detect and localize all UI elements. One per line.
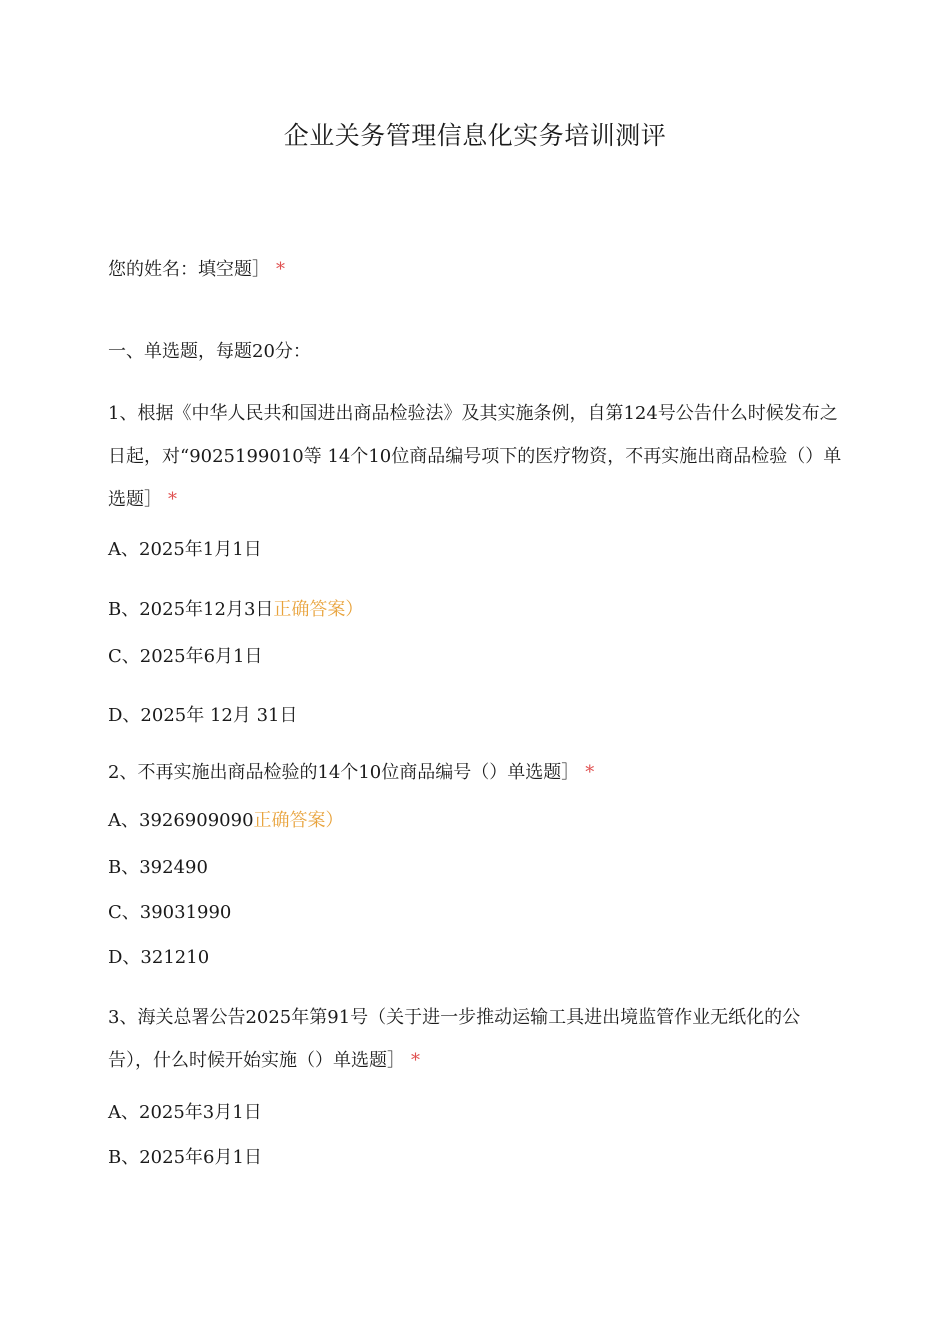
question-3-text: 3、海关总署公告2025年第91号（关于进一步推动运输工具进出境监管作业无纸化的公告），什么时候开始实施（）单选题］	[108, 1007, 801, 1071]
q2-option-a[interactable]	[108, 800, 848, 842]
required-asterisk: *	[276, 259, 285, 280]
q1-option-a[interactable]: A、2025年1月1日	[108, 539, 262, 560]
q1-option-b-text: B、2025年12月3日	[108, 599, 274, 620]
q2-option-d[interactable]: D、321210	[108, 947, 210, 968]
q2-option-b[interactable]: B、392490	[108, 857, 208, 878]
q2-option-c[interactable]: C、39031990	[108, 902, 232, 923]
q2-option-a-text: A、3926909090	[108, 810, 254, 831]
required-asterisk: *	[411, 1050, 420, 1071]
question-2-text: 2、不再实施出商品检验的14个10位商品编号（）单选题］	[108, 762, 580, 783]
q1-option-b[interactable]	[108, 589, 848, 631]
correct-answer-note: 正确答案）	[273, 599, 364, 620]
correct-answer-note: 正确答案）	[253, 810, 344, 831]
question-3	[108, 996, 843, 1082]
required-asterisk: *	[168, 489, 177, 510]
q1-option-c[interactable]: C、2025年6月1日	[108, 646, 263, 667]
page-title: 企业关务管理信息化实务培训测评	[283, 121, 667, 150]
section-heading: 一、单选题，每题20分：	[108, 341, 311, 362]
name-field-label	[108, 249, 848, 291]
required-asterisk: *	[585, 762, 595, 783]
q3-option-a[interactable]: A、2025年3月1日	[108, 1102, 262, 1123]
name-field-text: 您的姓名：填空题］	[108, 259, 270, 280]
q1-option-d[interactable]: D、2025年 12月 31日	[108, 705, 298, 726]
q3-option-b[interactable]: B、2025年6月1日	[108, 1147, 262, 1168]
question-1-text: 1、根据《中华人民共和国进出商品检验法》及其实施条例，自第124号公告什么时候发布之日起，对“9025199010等 14个10位商品编号项下的医疗物资，不再实施出商品检验（）单选题］	[108, 403, 842, 510]
question-2	[108, 752, 848, 794]
question-1	[108, 392, 843, 521]
